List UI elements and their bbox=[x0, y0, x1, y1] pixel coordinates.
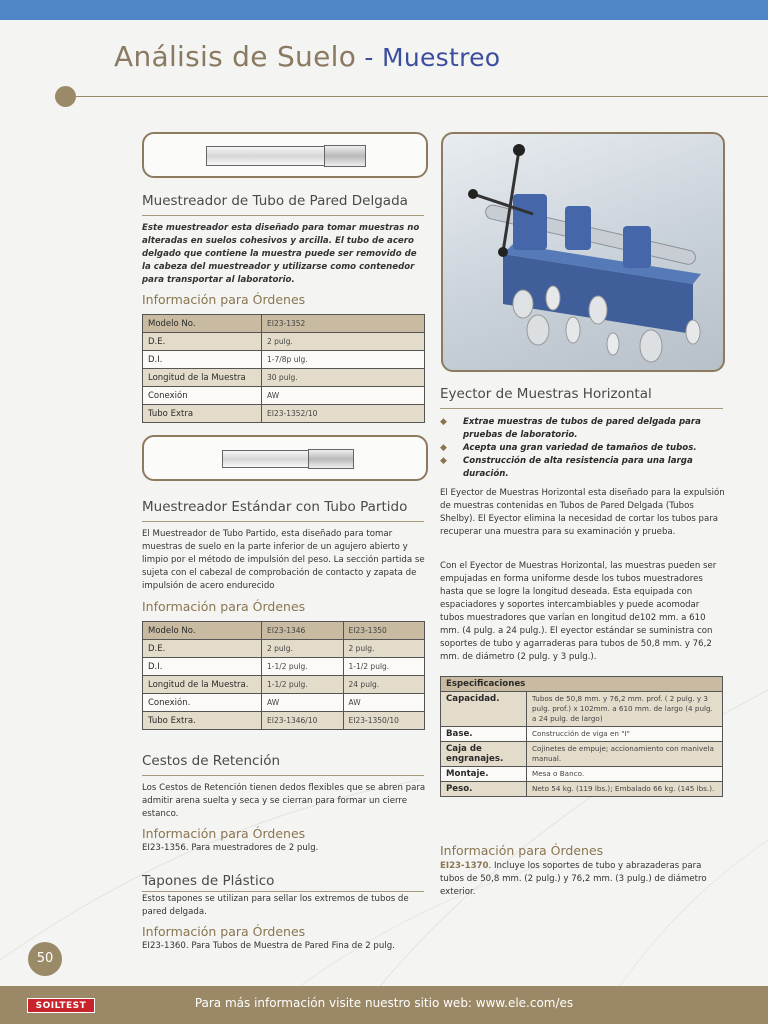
row-value: 2 pulg. bbox=[343, 640, 425, 658]
row-value: 1-1/2 pulg. bbox=[262, 658, 344, 676]
ejector-description-2: Con el Eyector de Muestras Horizontal, las muestras pueden ser empujadas en forma uniforme desde los tubos muestradores hasta que se logre la longitud deseada. Esta equipada con espaciadores y soportes intercambiables y puede acomodar tubos muestradores que varían en longitud de102 mm. a 610 mm. (4 pulg. a 24 pulg.). El eyector estándar se suministra con soportes de tubo y agarraderas para tubos de 50,8 mm. y 76,2 mm. de diámetro (2 pulg. y 3 pulg.). bbox=[440, 561, 717, 662]
table-row bbox=[143, 712, 425, 730]
table-row bbox=[143, 333, 425, 351]
soiltest-logo: SOILTEST bbox=[27, 998, 95, 1013]
order-info-heading: Información para Órdenes bbox=[142, 292, 306, 307]
title-sub: Muestreo bbox=[381, 43, 501, 72]
ejector-description-1: El Eyector de Muestras Horizontal esta diseñado para la expulsión de muestras contenidas en Tubos de Pared Delgada (Tubos Shelby). El Eyector elimina la necesidad de cortar los tubos para recuperar una muestra para su examinación y prueba. bbox=[440, 488, 725, 537]
row-value: 30 pulg. bbox=[262, 369, 425, 387]
row-label: D.E. bbox=[143, 333, 262, 351]
spec-label: Base. bbox=[441, 727, 527, 742]
list-item-text: Construcción de alta resistencia para una larga duración. bbox=[463, 456, 693, 479]
row-label: Modelo No. bbox=[143, 622, 262, 640]
spec-label: Montaje. bbox=[441, 767, 527, 782]
row-value: AW bbox=[262, 387, 425, 405]
row-label: Modelo No. bbox=[143, 315, 262, 333]
list-item-text: Extrae muestras de tubos de pared delgada para pruebas de laboratorio. bbox=[463, 417, 701, 440]
row-value: 24 pulg. bbox=[343, 676, 425, 694]
table-row bbox=[143, 387, 425, 405]
row-value: AW bbox=[262, 694, 344, 712]
ejector-feature-list bbox=[440, 416, 725, 481]
table-header-row bbox=[441, 677, 723, 692]
table-row bbox=[143, 694, 425, 712]
order-info-heading: Información para Órdenes bbox=[142, 826, 306, 841]
diamond-bullet-icon: ◆ bbox=[440, 456, 447, 466]
ejector-order-description: . Incluye los soportes de tubo y abrazaderas para tubos de 50,8 mm. (2 pulg.) y 76,2 mm. (3 pulg.) de diámetro exterior. bbox=[440, 861, 707, 897]
row-value: EI23-1352/10 bbox=[262, 405, 425, 423]
table-row bbox=[143, 369, 425, 387]
retention-baskets-order: EI23-1356. Para muestradores de 2 pulg. bbox=[142, 843, 319, 853]
title-main: Análisis de Suelo bbox=[114, 40, 357, 73]
thin-wall-sampler-heading: Muestreador de Tubo de Pared Delgada bbox=[142, 193, 408, 209]
thin-wall-sampler-description: Este muestreador esta diseñado para tomar muestras no alteradas en suelos cohesivos y arcilla. El tubo de acero delgado que contiene la muestra puede ser removido de la cabeza del muestreador y utilizarse como contenedor para transportar al laboratorio. bbox=[142, 223, 420, 285]
diamond-bullet-icon: ◆ bbox=[440, 443, 447, 453]
split-tube-sampler-image bbox=[142, 435, 428, 481]
spec-value: Cojinetes de empuje; accionamiento con manivela manual. bbox=[527, 742, 723, 767]
row-label: Conexión bbox=[143, 387, 262, 405]
ejector-order-text bbox=[440, 860, 725, 899]
divider bbox=[142, 215, 424, 216]
table-row bbox=[441, 782, 723, 797]
row-value: EI23-1350 bbox=[343, 622, 425, 640]
table-row bbox=[143, 351, 425, 369]
row-label: Longitud de la Muestra bbox=[143, 369, 262, 387]
row-label: Tubo Extra. bbox=[143, 712, 262, 730]
top-bar bbox=[0, 0, 768, 20]
row-value: AW bbox=[343, 694, 425, 712]
title-separator: - bbox=[356, 43, 382, 72]
row-value: EI23-1346/10 bbox=[262, 712, 344, 730]
order-info-heading: Información para Órdenes bbox=[142, 599, 306, 614]
page-title bbox=[114, 40, 500, 73]
row-label: D.I. bbox=[143, 351, 262, 369]
split-tube-graphic bbox=[222, 450, 312, 468]
plastic-caps-description: Estos tapones se utilizan para sellar los extremos de tubos de pared delgada. bbox=[142, 894, 409, 917]
table-row bbox=[143, 622, 425, 640]
row-label: Tubo Extra bbox=[143, 405, 262, 423]
row-value: EI23-1346 bbox=[262, 622, 344, 640]
divider bbox=[440, 408, 723, 409]
thin-wall-sampler-image bbox=[142, 132, 428, 178]
spec-value: Construcción de viga en "I" bbox=[527, 727, 723, 742]
list-item bbox=[440, 416, 725, 442]
spec-label: Caja de engranajes. bbox=[441, 742, 527, 767]
row-value: 2 pulg. bbox=[262, 333, 425, 351]
divider bbox=[142, 891, 424, 892]
table-row bbox=[441, 727, 723, 742]
split-tube-sampler-description: El Muestreador de Tubo Partido, esta diseñado para tomar muestras de suelo en la parte inferior de un agujero abierto y limpio por el método de impulsión del peso. La sección partida se sujeta con el cabezal de comprobación de contacto y zapata de impulsión de acero endurecido bbox=[142, 529, 425, 591]
plastic-caps-heading: Tapones de Plástico bbox=[142, 873, 275, 889]
table-row bbox=[143, 315, 425, 333]
table-row bbox=[441, 692, 723, 727]
page-number: 50 bbox=[28, 942, 62, 976]
spec-header: Especificaciones bbox=[441, 677, 723, 692]
ejector-order-code: EI23-1370 bbox=[440, 861, 489, 871]
divider bbox=[142, 521, 424, 522]
split-tube-head bbox=[308, 449, 354, 469]
spec-value: Tubos de 50,8 mm. y 76,2 mm. prof. ( 2 pulg. y 3 pulg. prof.) x 102mm. a 610 mm. de largo (4 pulg. a 24 pulg. de largo) bbox=[527, 692, 723, 727]
footer-website-text[interactable]: Para más información visite nuestro sitio web: www.ele.com/es bbox=[194, 996, 574, 1010]
table-row bbox=[143, 658, 425, 676]
row-value: 1-7/8p ulg. bbox=[262, 351, 425, 369]
ejector-spec-table bbox=[440, 676, 723, 797]
horizontal-ejector-photo bbox=[441, 132, 725, 372]
thin-wall-tube-graphic bbox=[206, 146, 328, 166]
title-rule-dot bbox=[55, 86, 76, 107]
table-row bbox=[143, 640, 425, 658]
spec-label: Peso. bbox=[441, 782, 527, 797]
divider bbox=[142, 775, 424, 776]
thin-wall-order-table bbox=[142, 314, 425, 423]
table-row bbox=[143, 405, 425, 423]
row-label: Longitud de la Muestra. bbox=[143, 676, 262, 694]
spec-label: Capacidad. bbox=[441, 692, 527, 727]
list-item bbox=[440, 442, 725, 455]
table-row bbox=[441, 767, 723, 782]
table-row bbox=[441, 742, 723, 767]
row-label: D.I. bbox=[143, 658, 262, 676]
title-rule-line bbox=[76, 96, 768, 97]
spec-value: Mesa o Banco. bbox=[527, 767, 723, 782]
row-value: EI23-1352 bbox=[262, 315, 425, 333]
order-info-heading: Información para Órdenes bbox=[142, 924, 306, 939]
retention-baskets-heading: Cestos de Retención bbox=[142, 753, 281, 769]
list-item-text: Acepta una gran variedad de tamaños de tubos. bbox=[463, 443, 697, 453]
list-item bbox=[440, 455, 725, 481]
order-info-heading: Información para Órdenes bbox=[440, 843, 604, 858]
split-tube-sampler-heading: Muestreador Estándar con Tubo Partido bbox=[142, 499, 408, 515]
ejector-illustration bbox=[443, 134, 723, 370]
split-tube-order-table bbox=[142, 621, 425, 730]
ejector-heading: Eyector de Muestras Horizontal bbox=[440, 386, 652, 402]
row-value: 1-1/2 pulg. bbox=[343, 658, 425, 676]
row-value: EI23-1350/10 bbox=[343, 712, 425, 730]
row-label: D.E. bbox=[143, 640, 262, 658]
table-row bbox=[143, 676, 425, 694]
row-label: Conexión. bbox=[143, 694, 262, 712]
plastic-caps-order: EI23-1360. Para Tubos de Muestra de Pared Fina de 2 pulg. bbox=[142, 941, 395, 951]
diamond-bullet-icon: ◆ bbox=[440, 417, 447, 427]
row-value: 1-1/2 pulg. bbox=[262, 676, 344, 694]
row-value: 2 pulg. bbox=[262, 640, 344, 658]
thin-wall-tube-head bbox=[324, 145, 366, 167]
retention-baskets-description: Los Cestos de Retención tienen dedos flexibles que se abren para admitir arena suelta y seca y se cierran para formar un cierre estanco. bbox=[142, 783, 426, 819]
spec-value: Neto 54 kg. (119 lbs.); Embalado 66 kg. (145 lbs.). bbox=[527, 782, 723, 797]
